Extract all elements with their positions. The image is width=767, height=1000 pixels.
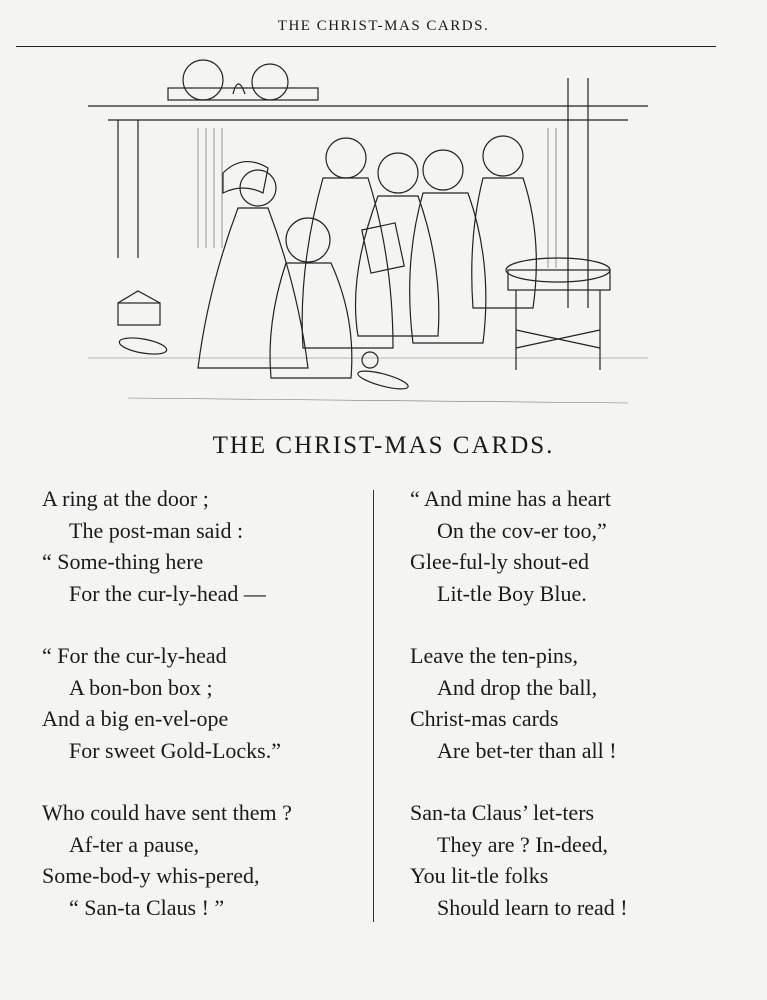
poem-line: They are ? In-deed, [437, 831, 609, 857]
poem-line: “ Some-thing here [42, 549, 204, 574]
stanza [410, 640, 730, 766]
poem-line: “ San-ta Claus ! ” [69, 894, 225, 920]
poem-line: On the cov-er too,” [437, 517, 607, 543]
column-divider [373, 490, 374, 922]
poem-line: And drop the ball, [437, 674, 598, 700]
poem-line: Are bet-ter than all ! [437, 737, 617, 763]
stanza [42, 797, 362, 923]
poem-line: You lit-tle folks [410, 863, 549, 888]
poem-line: Leave the ten-pins, [410, 643, 578, 668]
poem-line: For sweet Gold-Locks.” [69, 737, 282, 763]
poem-line: Should learn to read ! [437, 894, 628, 920]
poem-line: Christ-mas cards [410, 706, 559, 731]
poem-line: The post-man said : [69, 517, 244, 543]
poem-line: A ring at the door ; [42, 486, 209, 511]
poem-column-left [42, 483, 362, 954]
poem-column-right [410, 483, 730, 954]
poem-line: “ For the cur-ly-head [42, 643, 227, 668]
stanza [42, 483, 362, 609]
poem-line: Lit-tle Boy Blue. [437, 580, 587, 606]
page-title: THE CHRIST-MAS CARDS. [212, 432, 555, 459]
children-with-christmas-card-illustration [88, 58, 668, 418]
poem-line: Af-ter a pause, [69, 831, 200, 857]
stanza [410, 483, 730, 609]
poem-line: A bon-bon box ; [69, 674, 213, 700]
running-head: THE CHRIST-MAS CARDS. [277, 18, 490, 34]
poem-line: San-ta Claus’ let-ters [410, 800, 595, 825]
poem-line: For the cur-ly-head — [69, 580, 266, 606]
poem-line: Who could have sent them ? [42, 800, 292, 825]
stanza [410, 797, 730, 923]
poem-line: “ And mine has a heart [410, 486, 611, 511]
poem-line: Glee-ful-ly shout-ed [410, 549, 589, 574]
header-rule [16, 46, 716, 47]
poem-line: Some-bod-y whis-pered, [42, 863, 260, 888]
poem-line: And a big en-vel-ope [42, 706, 229, 731]
stanza [42, 640, 362, 766]
